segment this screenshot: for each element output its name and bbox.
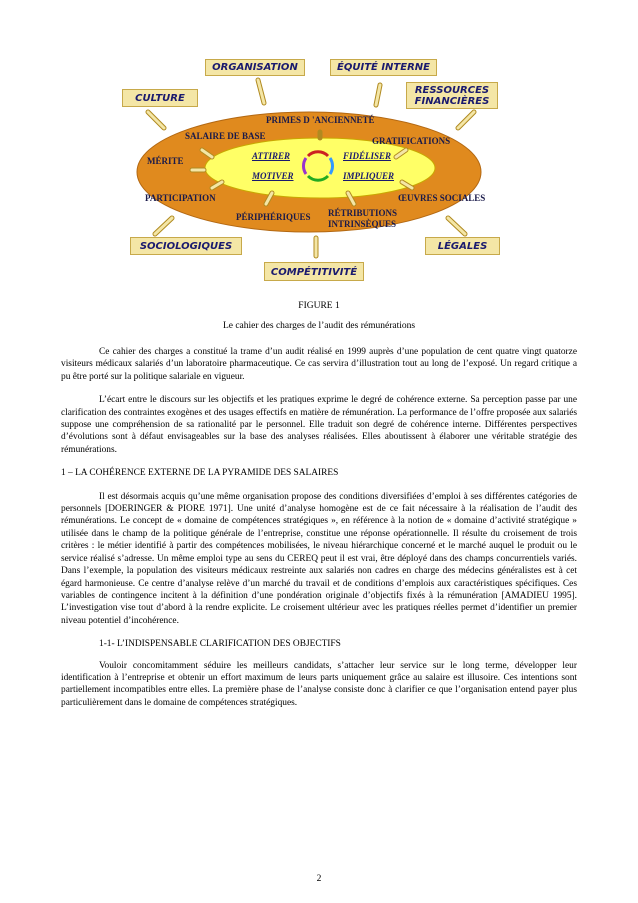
retributions-line2: INTRINSÈQUES [328, 219, 397, 229]
page-number: 2 [316, 874, 322, 884]
subsection-heading-1-1: 1-1- L’INDISPENSABLE CLARIFICATION DES OBJECTIFS [99, 639, 341, 650]
diagram-graphics [0, 0, 638, 290]
label-salaire-de-base: SALAIRE DE BASE [185, 131, 266, 141]
ressources-line1: RESSOURCES [414, 85, 490, 96]
inner-ellipse [205, 138, 435, 198]
paragraph-4: Vouloir concomitamment séduire les meilleurs candidats, s’attacher leur service sur le long terme, développer leur identification à l’entreprise et obtenir un effort maximum de leurs parts uniquement grâce au salaire est illusoire. Ces intentions sont partiellement incompatibles entre elles. La première phase de l’analyse consiste donc à clarifier ce que l’organisation entend payer plus particulièrement dans le domaine de compétences stratégiques. [61, 660, 577, 708]
label-oeuvres-sociales: ŒUVRES SOCIALES [398, 193, 486, 203]
label-retributions-intrinseques [328, 208, 397, 230]
section-heading-1: 1 – LA COHÉRENCE EXTERNE DE LA PYRAMIDE DES SALAIRES [61, 468, 339, 479]
paragraph-1: Ce cahier des charges a constitué la trame d’un audit réalisé en 1999 auprès d’une population de cent quatre vingt quatorze visiteurs médicaux salariés d’un laboratoire pharmaceutique. Ce cas servira d’illustration tout au long de l’exposé. Un regard critique a pu être porté sur la politique salariale en vigueur. [61, 347, 577, 382]
box-organisation: ORGANISATION [205, 59, 305, 76]
label-peripheriques: PÉRIPHÉRIQUES [236, 212, 311, 222]
body-text [61, 346, 577, 720]
inner-attirer: ATTIRER [252, 151, 291, 161]
box-legales: LÉGALES [425, 237, 500, 255]
label-merite: MÉRITE [147, 156, 184, 166]
label-gratifications: GRATIFICATIONS [372, 136, 451, 146]
ressources-line2: FINANCIÈRES [414, 96, 490, 107]
inner-impliquer: IMPLIQUER [343, 171, 395, 181]
figure-caption: Le cahier des charges de l’audit des rémunérations [222, 321, 416, 331]
paragraph-3: Il est désormais acquis qu’une même organisation propose des conditions diversifiées d’emploi à ses différentes catégories de personnels [DOERINGER & PIORE 1971]. Une unité d’analyse homogène est de ce fait nécessaire à la réalisation de l’audit des rémunérations. Le concept de « domaine de compétences stratégiques », en référence à la notion de « domaine d’activité stratégique » utilisée dans le champ de la politique générale de l’entreprise, constitue une réponse opérationnelle. Il résulte du croisement de trois critères : le métier identifié à partir des compétences mobilisées, le niveau hiérarchique concerné et le marché auquel le produit ou le service réalisé s’adresse. Un même emploi type au sens du CEREQ peut il est vrai, être déployé dans des champs concurrentiels variés. Dans l’exemple, la population des visiteurs médicaux restreinte aux salariés non cadres en charge des médecins généralistes est à cet égard harmonieuse. Ce centre d’analyse relève d’un marché du travail et de conditions d’emplois aux caractéristiques spécifiques. Ces variables de contingence incitent à la définition d’une pondération originale d’objectifs fixés à la rémunération [AMADIEU 1995]. L’investigation vise tout d’abord à la rendre explicite. Le croisement ultérieur avec les pratiques réelles permet d’identifier un premier niveau potentiel d’incohérence. [61, 491, 577, 626]
label-primes: PRIMES D 'ANCIENNETÉ [266, 115, 375, 125]
box-sociologiques: SOCIOLOGIQUES [130, 237, 242, 255]
inner-fideliser: FIDÉLISER [343, 151, 392, 161]
label-participation: PARTICIPATION [145, 193, 216, 203]
retributions-line1: RÉTRIBUTIONS [328, 208, 398, 218]
figure-diagram [0, 0, 638, 290]
inner-motiver: MOTIVER [252, 171, 294, 181]
box-competitivite: COMPÉTITIVITÉ [264, 262, 364, 281]
box-ressources-financieres [406, 82, 498, 109]
box-culture: CULTURE [122, 89, 198, 107]
box-equite-interne: ÉQUITÉ INTERNE [330, 59, 437, 76]
figure-number: FIGURE 1 [298, 301, 340, 311]
paragraph-2: L’écart entre le discours sur les objectifs et les pratiques exprime le degré de cohérence externe. Sa perception passe par une clarification des contraintes exogènes et des usages effectifs en matière de rémunération. La performance de l’offre proposée aux salariés suppose une compréhension de sa rationalité par le personnel. Elle traduit son degré de cohérence interne. Différentes perspectives d’évolutions sont à défaut envisageables sur la base des analyses réalisées. Elles aboutissent à élaborer une véritable stratégie des rémunérations. [61, 395, 577, 455]
